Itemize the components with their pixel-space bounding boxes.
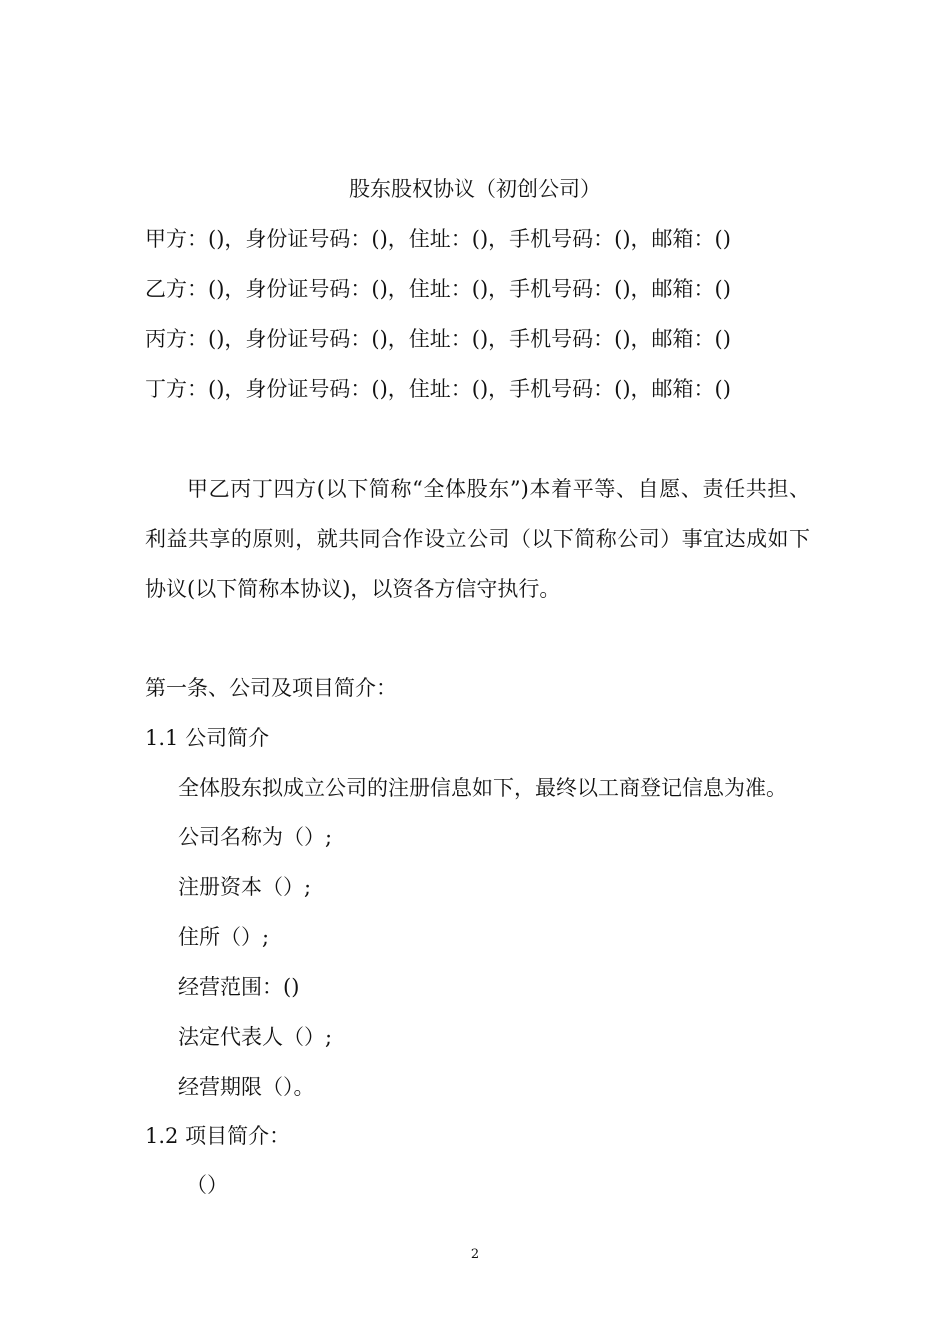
company-info-note: 全体股东拟成立公司的注册信息如下，最终以工商登记信息为准。 — [178, 776, 787, 800]
company-name-item: 公司名称为（）; — [178, 825, 333, 849]
party-b-line: 乙方：()，身份证号码：()，住址：()，手机号码：()，邮箱：() — [145, 277, 731, 301]
business-term-item: 经营期限（）。 — [178, 1075, 315, 1099]
intro-paragraph: 甲乙丙丁四方(以下简称“全体股东”)本着平等、自愿、责任共担、利益共享的原则，就共同合作设立公司（以下简称公司）事宜达成如下协议(以下简称本协议)，以资各方信守执行。 — [145, 477, 810, 601]
project-description: （） — [186, 1173, 228, 1197]
article-1-heading: 第一条、公司及项目简介： — [145, 676, 397, 700]
document-title: 股东股权协议（初创公司） — [349, 177, 601, 201]
party-a-line: 甲方：()，身份证号码：()，住址：()，手机号码：()，邮箱：() — [145, 227, 731, 251]
party-c-line: 丙方：()，身份证号码：()，住址：()，手机号码：()，邮箱：() — [145, 327, 731, 351]
registered-capital-item: 注册资本（）; — [178, 875, 312, 899]
business-scope-item: 经营范围：() — [178, 975, 300, 999]
section-1-1-heading: 1.1 公司简介 — [145, 726, 270, 750]
legal-representative-item: 法定代表人（）; — [178, 1025, 333, 1049]
section-1-2-heading: 1.2 项目简介： — [145, 1124, 291, 1148]
party-d-line: 丁方：()，身份证号码：()，住址：()，手机号码：()，邮箱：() — [145, 377, 731, 401]
page-number: 2 — [470, 1247, 480, 1262]
address-item: 住所（）; — [178, 925, 270, 949]
